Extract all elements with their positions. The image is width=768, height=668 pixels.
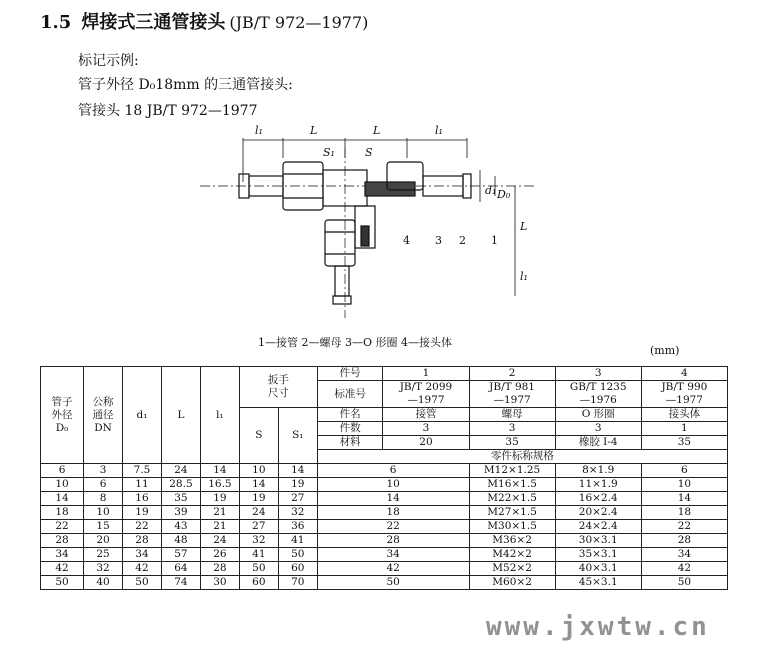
- table-row: [41, 520, 728, 534]
- table-row: [41, 548, 728, 562]
- table-cell: 32: [278, 506, 317, 520]
- part-3-callout: 3: [435, 234, 442, 247]
- table-cell: 8×1.9: [555, 464, 641, 478]
- table-cell: 14: [641, 492, 727, 506]
- table-cell: M16×1.5: [469, 478, 555, 492]
- table-cell: 40: [84, 576, 123, 590]
- table-cell: 14: [200, 464, 239, 478]
- table-cell: 50: [317, 576, 469, 590]
- part-material-2: 35: [469, 436, 555, 450]
- table-cell: 43: [161, 520, 200, 534]
- table-cell: 35: [161, 492, 200, 506]
- spec-subheading: 零件标称规格: [317, 450, 727, 464]
- dim-l1-right: l₁: [435, 124, 443, 137]
- part-standard-1: JB/T 2099 —1977: [383, 381, 469, 408]
- table-cell: 14: [41, 492, 84, 506]
- section-title: 焊接式三通管接头: [81, 12, 226, 33]
- section-standard: (JB/T 972—1977): [229, 13, 369, 32]
- table-row: [41, 464, 728, 478]
- table-cell: 35×3.1: [555, 548, 641, 562]
- table-cell: 21: [200, 506, 239, 520]
- part-name-2: 螺母: [469, 408, 555, 422]
- dim-L-vertical: L: [520, 220, 528, 233]
- table-cell: M12×1.25: [469, 464, 555, 478]
- section-number: 1.5: [40, 12, 72, 33]
- table-cell: 39: [161, 506, 200, 520]
- table-cell: M27×1.5: [469, 506, 555, 520]
- table-cell: M22×1.5: [469, 492, 555, 506]
- tee-fitting-diagram: [195, 118, 540, 328]
- diagram-caption: 1—接管 2—螺母 3—O 形圈 4—接头体: [258, 336, 452, 349]
- part-4-callout: 4: [403, 234, 410, 247]
- part-name-4: 接头体: [641, 408, 727, 422]
- part-name-3: O 形圈: [555, 408, 641, 422]
- header-wrench-size: 扳手 尺寸: [239, 367, 317, 408]
- table-cell: 6: [84, 478, 123, 492]
- table-cell: 42: [641, 562, 727, 576]
- table-row: [41, 534, 728, 548]
- table-cell: 48: [161, 534, 200, 548]
- dim-l1-vertical: l₁: [520, 270, 528, 283]
- table-cell: M42×2: [469, 548, 555, 562]
- part-1-callout: 1: [491, 234, 498, 247]
- example-label: 标记示例:: [78, 53, 139, 69]
- table-cell: 20×2.4: [555, 506, 641, 520]
- table-cell: 42: [317, 562, 469, 576]
- table-cell: 34: [41, 548, 84, 562]
- table-cell: 11: [123, 478, 162, 492]
- table-cell: 50: [41, 576, 84, 590]
- watermark: www.jxwtw.cn: [486, 612, 710, 642]
- table-cell: 28: [317, 534, 469, 548]
- table-cell: 74: [161, 576, 200, 590]
- table-cell: 6: [317, 464, 469, 478]
- table-cell: 18: [641, 506, 727, 520]
- table-cell: 50: [123, 576, 162, 590]
- table-cell: 14: [317, 492, 469, 506]
- table-cell: 22: [41, 520, 84, 534]
- table-cell: 28: [41, 534, 84, 548]
- table-cell: 32: [239, 534, 278, 548]
- table-row: [41, 478, 728, 492]
- table-cell: 10: [41, 478, 84, 492]
- label-s: S: [365, 146, 373, 159]
- table-cell: 28: [200, 562, 239, 576]
- label-d1: d₁: [485, 184, 497, 197]
- dim-l1-left: l₁: [255, 124, 263, 137]
- table-cell: 6: [641, 464, 727, 478]
- part-no-1: 1: [383, 367, 469, 381]
- table-cell: 10: [239, 464, 278, 478]
- table-cell: 22: [123, 520, 162, 534]
- table-cell: 60: [278, 562, 317, 576]
- table-cell: 18: [317, 506, 469, 520]
- table-cell: 27: [278, 492, 317, 506]
- header-S1: S₁: [278, 408, 317, 464]
- table-cell: 8: [84, 492, 123, 506]
- table-cell: 34: [317, 548, 469, 562]
- example-description: 管子外径 D₀18mm 的三通管接头:: [78, 77, 293, 93]
- part-standard-4: JB/T 990 —1977: [641, 381, 727, 408]
- header-nominal-dn: 公称 通径 DN: [84, 367, 123, 464]
- table-cell: M36×2: [469, 534, 555, 548]
- header-l1: l₁: [200, 367, 239, 464]
- table-cell: 41: [278, 534, 317, 548]
- table-cell: 28: [123, 534, 162, 548]
- part-qty-1: 3: [383, 422, 469, 436]
- table-cell: 41: [239, 548, 278, 562]
- header-d1: d₁: [123, 367, 162, 464]
- table-cell: 57: [161, 548, 200, 562]
- table-cell: 40×3.1: [555, 562, 641, 576]
- dim-L-right: L: [373, 124, 381, 137]
- table-cell: 16×2.4: [555, 492, 641, 506]
- table-cell: 45×3.1: [555, 576, 641, 590]
- table-cell: 30×3.1: [555, 534, 641, 548]
- table-row: [41, 492, 728, 506]
- header-L: L: [161, 367, 200, 464]
- table-cell: 14: [278, 464, 317, 478]
- part-qty-4: 1: [641, 422, 727, 436]
- table-cell: 50: [641, 576, 727, 590]
- parts-label-qty: 件数: [317, 422, 383, 436]
- table-cell: 34: [641, 548, 727, 562]
- table-cell: 16: [123, 492, 162, 506]
- table-cell: M60×2: [469, 576, 555, 590]
- table-cell: 18: [41, 506, 84, 520]
- table-cell: 60: [239, 576, 278, 590]
- table-cell: 19: [123, 506, 162, 520]
- part-standard-3: GB/T 1235 —1976: [555, 381, 641, 408]
- table-cell: M52×2: [469, 562, 555, 576]
- table-cell: 36: [278, 520, 317, 534]
- table-cell: 14: [239, 478, 278, 492]
- header-pipe-od: 管子 外径 D₀: [41, 367, 84, 464]
- parts-label-standard: 标准号: [317, 381, 383, 408]
- table-cell: 42: [41, 562, 84, 576]
- table-cell: 10: [317, 478, 469, 492]
- table-cell: 26: [200, 548, 239, 562]
- table-row: [41, 562, 728, 576]
- table-cell: 7.5: [123, 464, 162, 478]
- table-cell: 28.5: [161, 478, 200, 492]
- unit-label: (mm): [650, 344, 680, 357]
- table-cell: 19: [200, 492, 239, 506]
- parts-label-material: 材料: [317, 436, 383, 450]
- table-cell: 16.5: [200, 478, 239, 492]
- table-cell: 11×1.9: [555, 478, 641, 492]
- table-cell: 15: [84, 520, 123, 534]
- table-cell: 70: [278, 576, 317, 590]
- table-cell: 42: [123, 562, 162, 576]
- part-material-4: 35: [641, 436, 727, 450]
- table-cell: 6: [41, 464, 84, 478]
- label-s1: S₁: [323, 146, 335, 159]
- table-cell: 21: [200, 520, 239, 534]
- dim-L-left: L: [310, 124, 318, 137]
- table-row: [41, 576, 728, 590]
- table-cell: 34: [123, 548, 162, 562]
- table-cell: 24: [161, 464, 200, 478]
- part-no-2: 2: [469, 367, 555, 381]
- part-standard-2: JB/T 981 —1977: [469, 381, 555, 408]
- parts-label-name: 件名: [317, 408, 383, 422]
- table-cell: 10: [84, 506, 123, 520]
- spec-table: [40, 366, 728, 590]
- part-qty-3: 3: [555, 422, 641, 436]
- table-cell: 10: [641, 478, 727, 492]
- table-cell: 50: [278, 548, 317, 562]
- table-cell: 19: [239, 492, 278, 506]
- part-no-3: 3: [555, 367, 641, 381]
- table-cell: 32: [84, 562, 123, 576]
- table-cell: 24×2.4: [555, 520, 641, 534]
- example-marking: 管接头 18 JB/T 972—1977: [78, 103, 258, 119]
- table-cell: 24: [200, 534, 239, 548]
- table-cell: 50: [239, 562, 278, 576]
- table-cell: 20: [84, 534, 123, 548]
- part-name-1: 接管: [383, 408, 469, 422]
- table-cell: 19: [278, 478, 317, 492]
- table-cell: 27: [239, 520, 278, 534]
- header-S: S: [239, 408, 278, 464]
- table-row: [41, 506, 728, 520]
- parts-label-no: 件号: [317, 367, 383, 381]
- part-no-4: 4: [641, 367, 727, 381]
- table-cell: 22: [641, 520, 727, 534]
- part-2-callout: 2: [459, 234, 466, 247]
- part-material-3: 橡胶 I-4: [555, 436, 641, 450]
- spec-rows: [41, 464, 728, 590]
- part-material-1: 20: [383, 436, 469, 450]
- table-cell: 28: [641, 534, 727, 548]
- label-d0: D₀: [497, 188, 511, 201]
- table-cell: 30: [200, 576, 239, 590]
- table-cell: 25: [84, 548, 123, 562]
- section-heading: [40, 8, 368, 34]
- table-cell: 64: [161, 562, 200, 576]
- table-cell: 24: [239, 506, 278, 520]
- table-cell: 3: [84, 464, 123, 478]
- part-qty-2: 3: [469, 422, 555, 436]
- table-cell: M30×1.5: [469, 520, 555, 534]
- table-cell: 22: [317, 520, 469, 534]
